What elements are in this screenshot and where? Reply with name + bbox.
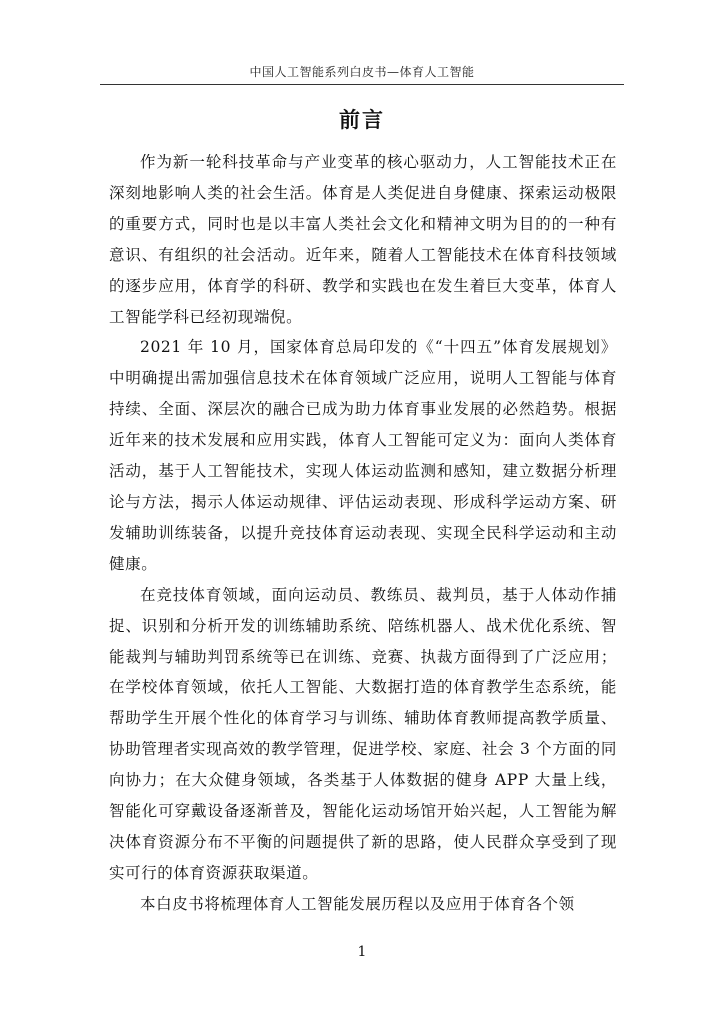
running-header: 中国人工智能系列白皮书—体育人工智能: [249, 65, 475, 79]
page-title: 前言: [339, 107, 385, 132]
body-text: [109, 147, 617, 920]
paragraph-2: 2021 年 10 月，国家体育总局印发的《“十四五”体育发展规划》中明确提出需加强信息技术在体育领域广泛应用，说明人工智能与体育持续、全面、深层次的融合已成为助力体育事业发展的必然趋势。根据近年来的技术发展和应用实践，体育人工智能可定义为：面向人类体育活动，基于人工智能技术，实现人体运动监测和感知，建立数据分析理论与方法，揭示人体运动规律、评估运动表现、形成科学运动方案、研发辅助训练装备，以提升竞技体育运动表现、实现全民科学运动和主动健康。: [109, 338, 617, 573]
page-number: 1: [357, 944, 367, 960]
paragraph-4: 本白皮书将梳理体育人工智能发展历程以及应用于体育各个领: [140, 894, 575, 913]
paragraph-3: 在竞技体育领域，面向运动员、教练员、裁判员，基于人体动作捕捉、识别和分析开发的训练辅助系统、陪练机器人、战术优化系统、智能裁判与辅助判罚系统等已在训练、竞赛、执裁方面得到了广泛应用；在学校体育领域，依托人工智能、大数据打造的体育教学生态系统，能帮助学生开展个性化的体育学习与训练、辅助体育教师提高教学质量、协助管理者实现高效的教学管理，促进学校、家庭、社会 3 个方面的同向协力；在大众健身领域，各类基于人体数据的健身 APP 大量上线，智能化可穿戴设备逐渐普及，智能化运动场馆开始兴起，人工智能为解决体育资源分布不平衡的问题提供了新的思路，使人民群众享受到了现实可行的体育资源获取渠道。: [109, 585, 617, 882]
header-divider: [100, 84, 624, 85]
paragraph-1: 作为新一轮科技革命与产业变革的核心驱动力，人工智能技术正在深刻地影响人类的社会生活。体育是人类促进自身健康、探索运动极限的重要方式，同时也是以丰富人类社会文化和精神文明为目的的一种有意识、有组织的社会活动。近年来，随着人工智能技术在体育科技领域的逐步应用，体育学的科研、教学和实践也在发生着巨大变革，体育人工智能学科已经初现端倪。: [109, 153, 617, 326]
